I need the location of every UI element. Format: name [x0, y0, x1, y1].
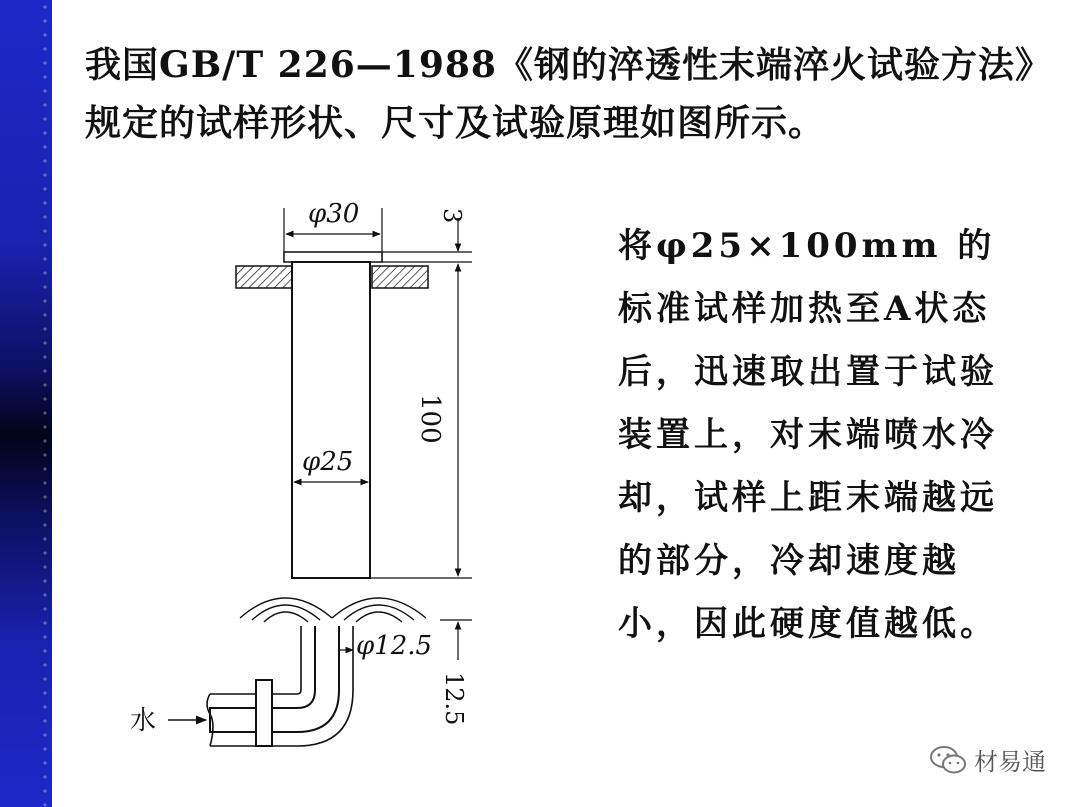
label-specimen-length: 100: [415, 394, 445, 444]
slide-sidebar-bar: [0, 0, 52, 807]
label-top-thickness: 3: [438, 208, 466, 224]
specimen-head: [284, 252, 382, 262]
pipe-valve: [256, 680, 272, 746]
end-quench-test-diagram: [110, 180, 530, 780]
nozzle-pipe: [210, 626, 339, 732]
sidebar-dot-pattern: [40, 0, 52, 807]
label-nozzle-diameter: φ12.5: [356, 631, 433, 661]
wechat-icon: [928, 744, 968, 776]
water-spray-arcs: [240, 598, 426, 622]
watermark: [928, 742, 1046, 777]
specimen-body: [292, 262, 370, 578]
slide-heading: 我国GB/T 226—1988《钢的淬透性末端淬火试验方法》规定的试样形状、尺寸及试验原理如图所示。: [85, 44, 1034, 144]
watermark-text: 材易通: [974, 748, 1046, 776]
label-nozzle-gap: 12.5: [440, 672, 468, 726]
holder-left: [236, 266, 292, 288]
label-water: 水: [130, 706, 157, 736]
holder-right: [372, 266, 428, 288]
label-specimen-diameter: φ25: [302, 447, 354, 477]
slide-description: 将φ25×100mm 的标准试样加热至A状态后，迅速取出置于试验装置上，对末端喷水冷却，试样上距末端越远的部分，冷却速度越小，因此硬度值越低。: [618, 226, 998, 644]
label-top-diameter: φ30: [308, 199, 360, 229]
